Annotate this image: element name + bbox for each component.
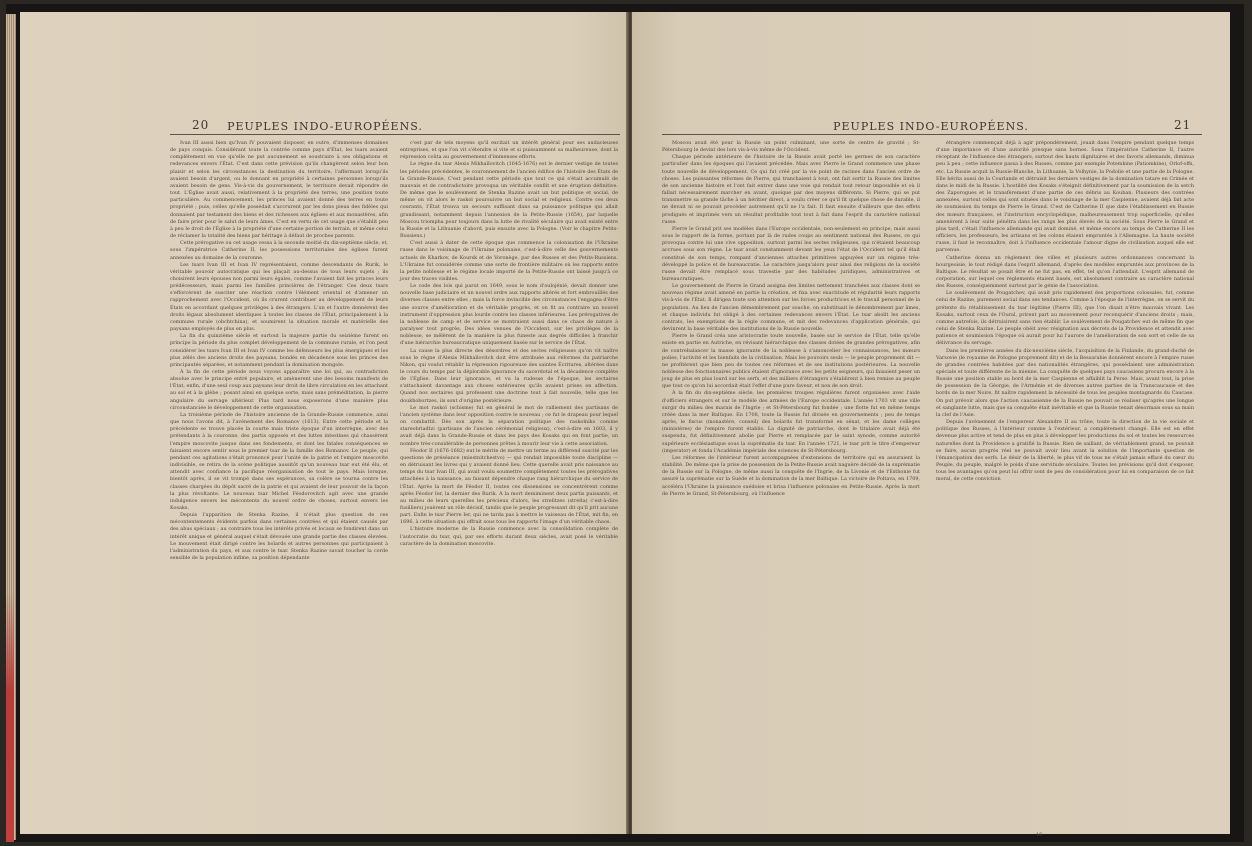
left-running-title: PEUPLES INDO-EUROPÉENS. bbox=[227, 120, 423, 133]
right-page bbox=[632, 12, 1230, 838]
left-column-1 bbox=[170, 140, 388, 830]
left-column-2 bbox=[400, 140, 618, 830]
paragraph: La cause la plus directe des désordres et des sectes religieuses qu'on vit naître sous le règne d'Alexis Mikhaïlovitch doit être attribuée aux réformes du patriarche Nikon, qui voulut rétablir la répression rigoureuse des saintes Écritures, altérées dans le cours du temps par la déplorable ignorance du sacerdotal et la décadence complète de l'Église. Dans leur ignorance, et vu la rudesse de l'époque, les sectaires s'attachaient davantage aux choses extérieures qu'ils avaient prises en affection. Quand nos sectaires qui professent une doctrine tout à fait nouvelle, telle que les doukhobortzes, ils sont d'origine postérieure. bbox=[400, 347, 618, 404]
red-edge-marker bbox=[6, 592, 14, 842]
paragraph: Le soulèvement de Pougatchev, qui avait pris rapidement des proportions colossales, fut, comme celui de Razine, purement social dans ses tendances. Comme à l'époque de l'interrègne, on se servit du prétexte du rétablissement du tsar légitime (Pierre III), que l'on disait n'être mauvais vivant. Les Kosaks, surtout ceux de l'Oural, prirent part au mouvement pour reconquérir d'anciens droits ; mais, comme autrefois, ils détruisirent sans rien établir. Le soulèvement de Pougatchev eut de même fin que celui de Stenka Razine. Le peuple obéit avec résignation aux décrets de la Providence et attendit avec patience et soumission l'époque où aurait pour lui l'aurore de l'amélioration de son sort et celle de sa délivrance du servage. bbox=[936, 290, 1194, 347]
left-page bbox=[20, 12, 630, 834]
left-folio: 20 bbox=[192, 118, 210, 132]
right-head-rule bbox=[662, 134, 1202, 135]
paragraph: Pierre le Grand créa une aristocratie toute nouvelle, basée sur le service de l'État, telle qu'elle existe en partie en Autriche, en révisant hiérarchique des classes dotées de grandes prérogatives, afin de contrebalancer la masse ignorante de la noblesse à s'amoncelier les connaissances, les mœurs polies, l'activité et les bienfaits de la civilisation. Mais les pouvoirs seuls — le peuple proprement dit — ne profitèrent que bien peu de toutes ces réformes et de ses institutions postérieures. La nouvelle noblesse des fonctionnaires publics étaient d'ignorance avec les petits seigneurs, qui faisaient peser un joug de plus en plus lourd sur les serfs, et des milliers d'étrangers s'établirent à bien remise au peuple que tout ce qu'on lui accordait était l'effet d'une pure faveur, et non de son droit. bbox=[662, 333, 920, 390]
paragraph: Moscou avait été pour la Russie un point culminant, une sorte de centre de gravité ; St-Pétersbourg le devint des lors vis-à-vis même de l'Occident. bbox=[662, 140, 920, 154]
right-column-2 bbox=[936, 140, 1194, 830]
right-folio: 21 bbox=[1174, 118, 1192, 132]
paragraph: Chaque période antérieure de l'histoire de la Russie avait porté les germes de son caractère particulier dans les époques qui l'avaient précédée. Mais avec Pierre le Grand commence une phase toute nouvelle de développement. Ce qui fut créé par la vie point de racines dans l'ancien ordre de choses. Les puissantes réformes de Pierre, qui tranchaient à tout, ont fait sortir la Russie des limites de son ancienne histoire et l'ont fait entrer dans une voie qui rendait tout retour impossible et où il fallait nécessairement marcher en avant, quoique par des moyens différents. Si Pierre, qui se put transmettre sa grande tâche à un héritier direct, a voulu créer ce qu'il fit quelque chose de durable, il ne devait ni se pouvait procéder autrement qu'il ne l'a fait. Il faut ensuite d'ailleurs que des effets prodigués et imprimés vers un résultat profitable tout tout à fait dans l'esprit du caractère national russe. bbox=[662, 154, 920, 225]
paragraph: Les tsars Ivan III et Ivan IV représentaient, comme descendants de Rurik, le véritable pouvoir autocratique qui les plaçait au-dessus de tous leurs sujets ; ils choisirent leurs épouses non parmi leurs égales, comme l'avaient fait les princes leurs prédécesseurs, mais parmi les familles princières de l'étranger. Ces deux tsars s'efforcèrent de susciter une réaction contre l'élément oriental et d'amener un rapprochement avec l'Occident, où ils crurent contribuer au développement de leurs États en accordant quelques privilèges à des étrangers. L'un et l'autre donnèrent des droits légaux absolument identiques à toutes les classes de l'État, principalement à la commune rurale (obchtchina), et soumirent la situation morale et matérielle des paysans employés de plus en plus. bbox=[170, 261, 388, 333]
paragraph: Ivan III aussi bien qu'Ivan IV pouvaient disposer, en outre, d'immenses domaines de pays conquis. Considérant toute la contrée comme pays d'État, les tsars avaient complètement en vue qu'elle ne put aucunement se soustraire à ses obligations et redevances envers l'État. C'est dans cette prévision qu'ils changèrent selon leur bon plaisir et selon les circonstances la destination du territoire, l'affermant lorsqu'ils avaient besoin d'argent, ou le donnant en propriété à certaines personnes lorsqu'ils avaient besoin de gens. Vis-à-vis du gouvernement, le territoire devait répondre de tout. L'Église avait aussi, relativement à la propriété des terres, une position toute particulière. Au commencement, les princes lui avaient donné des terres en toute propriété ; puis, celles qu'elle possédait s'accrurent par les dons pieux des fidèles qui donnaient par testament des biens et des richesses aux églises et aux monastères, afin de faire prier pour le salut de leurs âmes. C'est en vertu de cet usage que s'établit peu à peu le droit de l'Église à la propriété d'une certaine portion de terrain, et même celui de réclamer la totalité des biens par héritage à défaut de proches parents. bbox=[170, 140, 388, 240]
paragraph: Les réformes de l'intérieur furent accompagnées d'extensions de territoire qui en assuraient la stabilité. De même que la prise de possession de la Petite-Russie avait naguère décidé de la suprématie de la Russie sur la Pologne, de même aussi la conquête de l'Ingrie, de la Livonie et de l'Esthonie fut assuré la suprématie sur la Suède et la domination de la mer Baltique. La victoire de Poltava, en 1709, accéléra l'Ukraine la puissance suédoise et brisa l'influence polonaise en Petite-Russie. Après la mort de Pierre le Grand, St-Pétersbourg, où l'influence bbox=[662, 454, 920, 497]
paragraph: L'histoire moderne de la Russie commence avec la consolidation complète de l'autocratie du tsar, qui, par ses efforts durant deux siècles, avait posé le véritable caractère de la domination moscovite. bbox=[400, 526, 618, 547]
signature-mark: 10 bbox=[1036, 832, 1043, 838]
paragraph: Le code des lois qui parut en 1649, sous le nom d'oulojénié, devait donner une nouvelle base judiciaire et un nouvel ordre aux rapports altérés et fort embrouillés des diverses classes entre elles ; mais la force invincible des circonstances l'engagea d'être une source d'amélioration et de véritable progrès, et on fit au contraire un nouvel instrument d'oppression plus lourde contre les classes inférieures. Les prérogatives de la noblesse de camp et de service se montraient aussi dans ce chaos de nature à paralyser tout progrès. Des idées venues de l'Occident, sur les privilèges de la noblesse, se mêlèrent de la manière la plus funeste aux degrés difficiles à franchir d'une hiérarchie bureaucratique uniquement basée sur le service de l'État. bbox=[400, 283, 618, 347]
paragraph: Le gouvernement de Pierre le Grand assigna des limites nettement tranchées aux classes dont se nouveau régime avait amené en partie la création, et fixa avec exactitude et régularité leurs rapports vis-à-vis de l'État. Il dirigea toute son attention sur les forces productrices et le travail personnel de la population. Au lieu de l'ancien démembrement par souche, on substituait le dénombrement par âmes, et chaque individu fut obligé à des certaines redevances envers l'État. Le tsar abolit les anciens contrats, les exemptions de la règle commune, et mit des redevances d'application générale, qui devinrent la base véritable des institutions de la Russie nouvelle. bbox=[662, 283, 920, 333]
right-running-title: PEUPLES INDO-EUROPÉENS. bbox=[833, 120, 1029, 133]
paragraph: étrangère commençait déjà à agir prépondérement, jouait dans l'empire pendant quelque temps d'une importance et d'une autorité presque sans bornes. Sous l'impératrice Catherine II, l'autre réceptant de l'influence des étrangers, surtout des hauts dignitaires et des favoris allemands, diminua peu à peu ; cette influence passa à des Russes, comme par exemple Potemkine (Patiomkine), Orlof-offs, etc. La Russie acquit la Russie-Blanche, la Lithuanie, la Volhynie, la Podolie et une partie de la Pologne. Elle hérita aussi de la Courlande et détruisit les derniers vestiges de la domination tatare en Crimée et dans le midi de la Russie. L'hostilité des Kosaks s'éteignit définitivement par la soumission de la setch des Zaporogues et le transfèrement d'une partie de ces débris au Kouban. Plusieurs des contrées annexées, surtout celles qui sont situées dans le voisinage de la mer Caspienne, avaient déjà fait acte de soumission du temps de Pierre le Grand. C'est de Catherine II que date l'établissement en Russie des mœurs françaises, et l'instruction encyclopédique, malheureusement trop superficielle, qu'elles amenèrent à leur suite pénétra dans les rangs les plus élevés de la société. Sous Pierre le Grand et plus tard, c'était l'influence allemande qui avait dominé, et même encore au temps de Catherine II les officiers, les professeurs, les artisans et les colons étaient empruntés à l'Allemagne. La haute société russe, il faut le reconnaître, doit à l'influence occidentale l'amour digne de civilisation auquel elle est parvenue. bbox=[936, 140, 1194, 254]
paragraph: La troisième période de l'histoire ancienne de la Grande-Russie commence, ainsi que nous l'avons dit, à l'avènement des Romanov (1613). Entre cette période et la précédente se trouve placée la courte mais triste époque d'un interrègne, avec des prétendants à la couronne, des partis opposés et des luttes intestines qui chassèrent l'empire moscovite jusque dans ses fondements, et dont les fatales conséquences se faisaient encore sentir sous le premier tsar de la famille des Romanov. Le peuple, qui pendant ces agitations s'était prononcé pour l'unité de la patrie et l'empire moscovite indivisible, se retira de la scène politique aussitôt qu'un nouveau tsar eut été élu, et attendit avec confiance la pacifique réorganisation de tout le pays. Mais lorsque, bientôt après, il se vit trompé dans ses espérances, sa colère se tourna contre les classes chargées du dépôt sacré de la patrie et qui avaient de leur pouvoir de la façon la plus révoltante. Le nouveau tsar Michel Féodorovitch agit avec une grande indulgence envers les mécontents du nouvel ordre de choses, surtout envers les Kosaks. bbox=[170, 411, 388, 511]
paragraph: c'est par de tels moyens qu'il excitait un intérêt général pour ses audacieuses entreprises, et que l'on vit s'étendre si vite et si puissamment sa malheureuse, dont la répression coûta au gouvernement d'immenses efforts. bbox=[400, 140, 618, 161]
paragraph: Féodor II (1676-1682) eut le mérite de mettre un terme au différend suscité par les questions de préséance (miestnitchestvo) — qui rendait impossible toute discipline — en détruisant les livres qui y avaient donné lieu. Cette querelle avait pris naissance au temps du tsar Ivan III, qui avait voulu soumettre complètement toutes les prérogatives attachées à la naissance, au faisant dépendre chaque rang hiérarchique du service de l'État. Après la mort de Féodor II, toutes ces dissensions se concentrèrent comme après Féodor Ier, la dernier des Rurik. À la mort demiminent deux partis puissants, et au milieu de leurs querelles les précieux d'alors, les strelitzes (strelta) c'est-à-dire fusilliers) jouèrent un rôle décisif, tandis que le peuple progressant dit qu'il prit aucune part. Enfin le tsar Pierre Ier, qui ne tarda pas à mettre le vaisseau de l'État, mit fin, en 1696, à cette situation qui offrait sous tous les rapports l'image d'un véritable chaos. bbox=[400, 447, 618, 526]
paragraph: À la fin de cette période nous voyons apparaître une loi qui, au contradiction absolue avec le principe entré populaire, et amènerent une des besoins manifests de l'État, enfin, d'une seul coup aux paysans leur droit de libre circulation en les attachant au sol et à la glèbe ; posant ainsi en quelque sorte, mais sans préméditation, la pierre angulaire du servage ultérieur. Plus tard nous exposerons d'une manière plus circonstanciée le développement de cette organisation. bbox=[170, 369, 388, 411]
paragraph: À la fin du dix-septième siècle, les premières troupes régulières furent organisées avec l'aide d'officiers étrangers et sur le modèle des armées de l'Europe occidentale. L'année 1703 vit une ville surgir du milieu des marais de l'Ingrie ; et St-Pétersbourg fut fondée ; une flotte fut en même temps créée dans la mer Baltique. En 1708, toute la Russie fut divisée en gouvernements ; peu de temps après, le fiscus (monastère, conseil) des boïards fut transformé en sénat, et les dame collèges (ministères) de l'empire furent établis. La dignité de patriarche, dont le titulaire avait déjà été suspendu, fut définitivement abolie par Pierre et remplacée par le saint synode, comme autorité supérieure ecclésiastique sous la suprématie du tsar. En l'année 1721, le tsar prit le titre d'empereur (imperator) et fonda l'Académie impériale des sciences de St-Pétersbourg. bbox=[662, 390, 920, 454]
paragraph: Dans les premières années du dix-neuvième siècle, l'acquisition de la Finlande, du grand-duché de Varsovie (le royaume de Pologne proprement dit) et de la Bessarabie donnèrent encore à l'empire russe de grandes contrées habitées par des nationalités étrangères, qui possédaient une administration spéciale et toute différente de la mienne. La conquête de quelques pays caucasiens procura encore à la Russie une position stable au bord de la mer Caspienne et affaiblit la Perse. Mais, avant tout, la prise de possession de la Géorgie, de l'Arménie et de diverses autres parties de la Transcaucasie et des bords de la mer Noire, fit naître rapidement la nécessité de tous les peuples montagnards du Caucase. On put prévoir alors que l'action caucasienne de la Russie ne pouvait se réaliser qu'après une longue et sanglante lutte, mais que sa conquête était inévitable et que la Russie tenait désormais sous sa main la clef de l'Asie. bbox=[936, 347, 1194, 418]
paragraph: Cette prérogative ou cet usage cessa à la seconde moitié du dix-septième siècle, et, sous l'impératrice Catherine II, les possessions territoriales des églises furent annexées au domaine de la couronne. bbox=[170, 240, 388, 261]
left-head-rule bbox=[170, 134, 620, 135]
paragraph: Le règne du tsar Alexis Mikhaïlovitch (1645-1676) est le dernier vestige de toutes les périodes précédentes, le couronnement de l'ancien édifice de l'histoire des États de la Grande-Russie. C'est pendant cette période que tout ce qui s'était accumulé de mauvais et de contradictoire provoqua un véritable conflit et une éruption définitive. De même que le soulèvement de Stenka Razine avait un but politique et social, de même on vit alors le raskol poursuivre un but social et religieux. Contre ces deux courants, l'État trouva un secours suffisant dans sa puissance politique qui allait grandissant, notamment depuis l'annexion de la Petite-Russie (1654), par laquelle Moscou triompha pour toujours dans la lutte de rivalité séculaire qui avait existé entre la Russie et la Lithuanie d'abord, puis ensuite avec la Pologne. (Voir le chapitre Petits-Russiens.) bbox=[400, 161, 618, 240]
paragraph: Depuis l'apparition de Stenka Razine, il n'était plus question de ces mécontentements évidents parfois dans certaines contrées et qui étaient causés par des abus spéciaux ; au contraire tous les intérêts privés et locaux se fondirent dans un intérêt unique et général auquel s'était dévouée une grande partie des classes élevées. Le mouvement était dirigé contre les boïards et autres personnes qui participaient à l'administration du pays, et aux contre le tsar. Stenka Razine savait toucher la corde sensible de la population infime, sa position dépendante bbox=[170, 512, 388, 562]
paragraph: C'est aussi à dater de cette époque que commence la colonisation de l'Ukraine russe dans le voisinage de l'Ukraine polonaise, c'est-à-dire celle des gouvernements actuels de Kharkov, de Koursk et de Voronège, par des Russes et des Petits-Russiens. L'Ukraine fut considérée comme une sorte de frontière militaire où les rapports entre la petite noblesse et le régime locale importé de la Petite-Russie ont laissé jusqu'à ce jour des traces visibles. bbox=[400, 240, 618, 282]
paragraph: Depuis l'avènement de l'empereur Alexandre II au trône, toute la direction de la vie sociale et politique des Russes, à l'intérieur comme à l'extérieur, a complètement changé. Elle est en effet devenue plus active et tend de plus en plus à développer les productions du sol et toutes les ressources naturelles dont la Providence a gratifié la Russie. Rien de saillant, de véritablement grand, ne pouvait se faire, aucun progrès réel ne pouvait avoir lieu avant la solution de l'importante question de l'émancipation des serfs. Le désir de la liberté, le plus vif de tous ne s'était jamais effacé du cœur du Peuple, du peuple, malgré le poids d'une servitude séculaire. Toutes les prévisions qu'il doit s'exposer, tous les avantages qu'on peut lui offrir sont de peu de considération pour lui en comparaison de ce fait moral, de cette conviction bbox=[936, 419, 1194, 483]
paragraph: Le mot raskol (schisme) fut en général le mot de ralliement des partisans de l'ancien système dans leur opposition contre le nouveau ; ce fut le drapeau pour lequel on combattit. Dès son après la séparation politique des raskolniks comme stareobriadtzi (partisans de l'ancien cérémonial religieux), c'est-à-dire en 1603, il y avait déjà dans la Grande-Russie et dans les pays des Kosaks qui en font partie, un nombre très-considérable de personnes prêtes à mourir leur vie à cette association. bbox=[400, 404, 618, 447]
paragraph: Pierre le Grand prit ses modèles dans l'Europe occidentale, non-seulement en principe, mais aussi sous le rapport de la forme, portant par là de rudes coups au sentiment national des Russes, ce qui provoqua contre lui une vive opposition, surtout parmi les sectes religieuses, qui n'étaient beaucoup accrues sous son règne. Le tsar avait constamment devant les yeux l'état de l'Occident tel qu'il était constitué de son temps, rompant d'anciennes attaches primitives appuyées sur un régime très-développé la police et de bureaucratie. Le caractère jusqu'alors pour ainsi des religions de la société russe devait être remplacé sous travestie par des habitudes juridiques, administratives et bureaucratiques. bbox=[662, 225, 920, 282]
paragraph: Catherine donna un règlement des villes et plusieurs autres ordonnances concernant la bourgeoisie, le tout rédigé dans l'esprit allemand, d'après des modèles empruntés aux provinces de la Baltique. Le résultat se posait être et ne fut pas, en effet, tel qu'on l'attendait. L'esprit allemand de corporation, sur lequel ces règlements étaient basés, est absolument contraire au caractère national des Russes, conséquemment surtout par le génie de l'association. bbox=[936, 254, 1194, 290]
paragraph: La fin du quinzième siècle et surtout la majeure partie du seizième furent en principe la période du plus complet développement de la commune rurale, et l'on peut considérer les tsars Ivan III et Ivan IV comme les défenseurs les plus énergiques et les plus zélés des anciens droits des paysans, bondés en décadence sous les princes des principautés séparées, et notamment pendant la domination mongole. bbox=[170, 333, 388, 368]
book-spread bbox=[6, 4, 1244, 842]
right-column-1 bbox=[662, 140, 920, 830]
